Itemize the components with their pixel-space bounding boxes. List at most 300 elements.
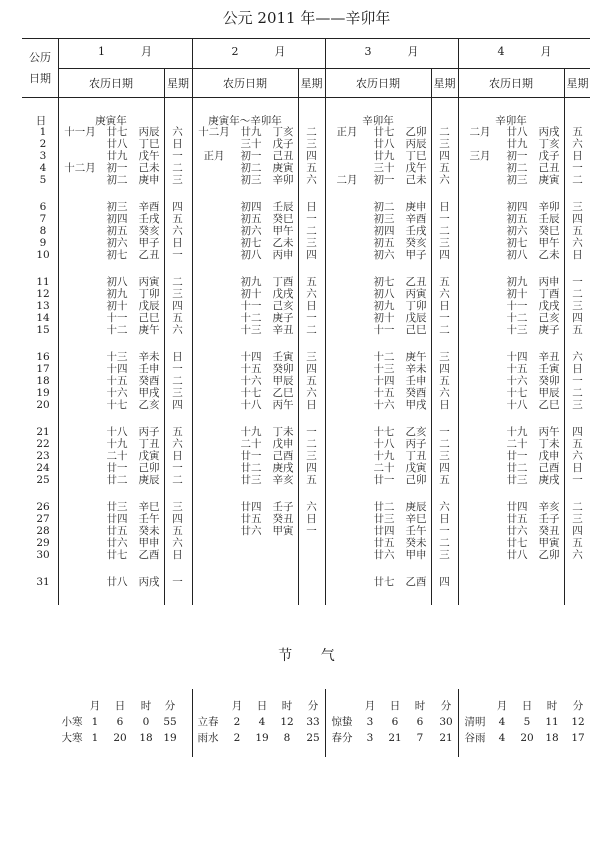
day-number: 31 (36, 576, 50, 588)
lunar-day: 廿四 (240, 501, 262, 513)
lunar-day: 初九 (240, 276, 262, 288)
day-number: 22 (36, 438, 50, 450)
ganzhi-day: 己未 (405, 174, 427, 186)
ganzhi-day: 辛卯 (272, 174, 294, 186)
lunar-date-header: 农历日期 (89, 77, 133, 90)
weekday: 一 (306, 213, 317, 225)
lunar-day: 初三 (240, 174, 262, 186)
lunar-day: 廿八 (373, 138, 395, 150)
ganzhi-day: 壬申 (138, 363, 160, 375)
lunar-day: 十八 (106, 426, 128, 438)
day-number: 6 (39, 201, 47, 213)
weekday-header: 星期 (300, 77, 323, 90)
ganzhi-day: 丙戌 (138, 576, 160, 588)
weekday: 五 (439, 375, 450, 387)
lunar-day: 初六 (106, 237, 128, 249)
lunar-month-name: 正月 (203, 150, 225, 162)
ganzhi-day: 甲午 (538, 237, 560, 249)
lunar-month-name: 十二月 (64, 162, 96, 174)
weekday: 一 (439, 213, 450, 225)
ganzhi-day: 丙子 (405, 438, 427, 450)
ganzhi-day: 戊申 (272, 438, 294, 450)
lunar-day: 初一 (506, 150, 528, 162)
weekday: 五 (572, 438, 583, 450)
header-bottom-rule (22, 97, 590, 98)
ganzhi-day: 乙未 (272, 237, 294, 249)
ganzhi-day: 辛未 (138, 351, 160, 363)
solar-term-value: 17 (571, 732, 585, 744)
ganzhi-day: 庚午 (405, 351, 427, 363)
day-number: 1 (39, 126, 47, 138)
weekday: 日 (306, 399, 317, 411)
lunar-day: 初七 (506, 237, 528, 249)
ganzhi-day: 庚申 (405, 201, 427, 213)
weekday-header: 星期 (167, 77, 189, 90)
lunar-day: 初一 (240, 150, 262, 162)
weekday: 日 (572, 462, 583, 474)
ganzhi-day: 甲辰 (272, 375, 294, 387)
solar-term-name: 谷雨 (464, 732, 486, 744)
weekday: 三 (439, 138, 450, 150)
weekday: 三 (572, 399, 583, 411)
lunar-day: 初五 (240, 213, 262, 225)
ganzhi-day: 丙午 (538, 426, 560, 438)
ganzhi-day: 戊午 (405, 162, 427, 174)
month-unit: 月 (407, 45, 419, 58)
lunar-day: 二十 (506, 438, 528, 450)
ganzhi-day: 甲申 (138, 537, 160, 549)
solar-terms-divider (325, 689, 326, 757)
lunar-day: 初六 (506, 225, 528, 237)
weekday: 六 (439, 174, 450, 186)
weekday: 日 (172, 450, 183, 462)
ganzhi-day: 己未 (138, 162, 160, 174)
lunar-day: 廿七 (373, 126, 395, 138)
day-number: 27 (36, 513, 50, 525)
lunar-day: 十六 (106, 387, 128, 399)
weekday: 日 (572, 150, 583, 162)
weekday: 四 (572, 426, 583, 438)
weekday: 二 (572, 501, 583, 513)
ganzhi-day: 壬寅 (272, 351, 294, 363)
ganzhi-day: 乙酉 (405, 576, 427, 588)
ganzhi-day: 庚寅 (538, 174, 560, 186)
weekday: 五 (172, 525, 183, 537)
weekday: 三 (572, 513, 583, 525)
ganzhi-day: 己巳 (405, 324, 427, 336)
ganzhi-day: 丙寅 (405, 288, 427, 300)
ganzhi-day: 戊寅 (138, 450, 160, 462)
lunar-day: 十一 (240, 300, 262, 312)
lunar-day: 十六 (373, 399, 395, 411)
ganzhi-day: 己酉 (272, 450, 294, 462)
weekday: 六 (572, 138, 583, 150)
weekday: 二 (439, 126, 450, 138)
weekday: 五 (572, 537, 583, 549)
weekday: 三 (439, 351, 450, 363)
lunar-day: 十三 (106, 351, 128, 363)
weekday: 四 (439, 249, 450, 261)
lunar-day: 十五 (373, 387, 395, 399)
weekday: 一 (172, 150, 183, 162)
lunar-day: 十六 (506, 375, 528, 387)
lunar-day: 十八 (373, 438, 395, 450)
ganzhi-day: 庚戌 (538, 474, 560, 486)
lunar-day: 廿五 (373, 537, 395, 549)
ganzhi-day: 癸丑 (538, 525, 560, 537)
ganzhi-day: 丁酉 (538, 288, 560, 300)
lunar-month-name: 正月 (336, 126, 358, 138)
lunar-day: 初六 (373, 249, 395, 261)
ganzhi-day: 壬子 (538, 513, 560, 525)
lunar-day: 初二 (240, 162, 262, 174)
ganzhi-day: 丙寅 (138, 276, 160, 288)
month-header (458, 45, 591, 58)
solar-term-column-header: 分 (164, 700, 176, 712)
lunar-day: 廿二 (373, 501, 395, 513)
ganzhi-day: 戊戌 (272, 288, 294, 300)
ganzhi-day: 己亥 (272, 300, 294, 312)
weekday: 五 (306, 276, 317, 288)
day-number: 14 (36, 312, 50, 324)
solar-term-value: 25 (306, 732, 320, 744)
lunar-day: 十一 (106, 312, 128, 324)
ganzhi-day: 壬辰 (538, 213, 560, 225)
weekday: 五 (306, 474, 317, 486)
lunar-day: 初十 (506, 288, 528, 300)
day-number: 9 (39, 237, 47, 249)
lunar-day: 初四 (240, 201, 262, 213)
solar-term-value: 19 (163, 732, 177, 744)
solar-term-value: 6 (416, 716, 424, 728)
lunar-day: 十四 (240, 351, 262, 363)
weekday: 四 (439, 462, 450, 474)
ganzhi-day: 庚申 (138, 174, 160, 186)
weekday: 六 (572, 351, 583, 363)
weekday: 三 (439, 450, 450, 462)
ganzhi-day: 壬寅 (538, 363, 560, 375)
weekday: 六 (172, 537, 183, 549)
solar-term-column-header: 时 (414, 700, 426, 712)
solar-term-value: 18 (139, 732, 153, 744)
weekday: 日 (306, 201, 317, 213)
lunar-day: 十四 (106, 363, 128, 375)
weekday: 六 (439, 288, 450, 300)
lunar-day: 廿八 (106, 138, 128, 150)
weekday: 二 (572, 387, 583, 399)
ganzhi-day: 乙亥 (405, 426, 427, 438)
ganzhi-day: 乙亥 (138, 399, 160, 411)
month-number: 4 (497, 45, 505, 58)
day-number: 12 (36, 288, 50, 300)
ganzhi-day: 乙卯 (538, 549, 560, 561)
month-unit: 月 (141, 45, 152, 58)
weekday: 一 (172, 462, 183, 474)
gregorian-header-line1: 公历 (29, 51, 51, 64)
weekday: 二 (306, 225, 317, 237)
solar-term-value: 2 (233, 732, 241, 744)
ganzhi-day: 庚子 (272, 312, 294, 324)
ganzhi-day: 己丑 (272, 150, 294, 162)
lunar-day: 十二 (373, 351, 395, 363)
weekday: 一 (306, 525, 317, 537)
solar-term-value: 18 (545, 732, 559, 744)
lunar-day: 三十 (240, 138, 262, 150)
weekday: 二 (439, 438, 450, 450)
page-title: 公元 2011 年——辛卯年 (222, 9, 391, 27)
weekday: 日 (439, 513, 450, 525)
lunar-day: 廿五 (106, 525, 128, 537)
solar-term-value: 4 (498, 716, 506, 728)
weekday: 三 (172, 174, 183, 186)
weekday: 一 (306, 312, 317, 324)
solar-term-value: 5 (523, 716, 531, 728)
weekday: 六 (306, 174, 317, 186)
lunar-day: 廿九 (506, 138, 528, 150)
ganzhi-day: 壬戌 (405, 225, 427, 237)
weekday: 一 (572, 474, 583, 486)
day-number: 3 (39, 150, 47, 162)
weekday: 三 (306, 351, 317, 363)
ganzhi-day: 辛卯 (538, 201, 560, 213)
weekday: 二 (172, 162, 183, 174)
solar-term-column-header: 月 (89, 700, 101, 712)
ganzhi-day: 壬午 (138, 513, 160, 525)
ganzhi-day: 己卯 (405, 474, 427, 486)
ganzhi-day: 甲子 (405, 249, 427, 261)
ganzhi-day: 壬辰 (272, 201, 294, 213)
ganzhi-day: 癸巳 (538, 225, 560, 237)
lunar-day: 廿一 (106, 462, 128, 474)
weekday: 日 (439, 399, 450, 411)
weekday: 五 (172, 312, 183, 324)
lunar-year-label: 辛卯年 (362, 115, 394, 127)
lunar-day: 廿九 (240, 126, 262, 138)
day-number: 16 (36, 351, 50, 363)
solar-term-value: 7 (416, 732, 424, 744)
ganzhi-day: 戊寅 (405, 462, 427, 474)
lunar-day: 廿九 (373, 150, 395, 162)
lunar-day: 廿三 (240, 474, 262, 486)
weekday: 一 (172, 576, 183, 588)
lunar-day: 廿三 (373, 513, 395, 525)
lunar-day: 十四 (373, 375, 395, 387)
weekday: 四 (306, 462, 317, 474)
weekday: 二 (172, 276, 183, 288)
lunar-day: 初五 (373, 237, 395, 249)
ganzhi-day: 癸亥 (405, 237, 427, 249)
lunar-month-name: 二月 (336, 174, 358, 186)
ganzhi-day: 甲午 (272, 225, 294, 237)
weekday: 三 (306, 237, 317, 249)
solar-term-name: 立春 (197, 716, 219, 728)
solar-term-value: 0 (142, 716, 150, 728)
lunar-day: 十一 (373, 324, 395, 336)
lunar-day: 廿六 (373, 549, 395, 561)
lunar-day: 十三 (240, 324, 262, 336)
solar-term-value: 6 (116, 716, 124, 728)
lunar-day: 廿四 (106, 513, 128, 525)
weekday: 五 (572, 126, 583, 138)
lunar-day: 十九 (373, 450, 395, 462)
ganzhi-day: 甲辰 (538, 387, 560, 399)
ganzhi-day: 丙申 (538, 276, 560, 288)
lunar-day: 廿四 (506, 501, 528, 513)
weekday: 五 (439, 474, 450, 486)
lunar-day: 初八 (240, 249, 262, 261)
month-number: 3 (364, 45, 372, 58)
day-number: 30 (36, 549, 50, 561)
solar-term-value: 12 (571, 716, 585, 728)
ganzhi-day: 丁巳 (405, 150, 427, 162)
lunar-day: 廿五 (240, 513, 262, 525)
ganzhi-day: 乙巳 (272, 387, 294, 399)
solar-term-name: 雨水 (197, 732, 219, 744)
lunar-day: 初八 (506, 249, 528, 261)
lunar-day: 初十 (373, 312, 395, 324)
weekday: 三 (306, 450, 317, 462)
ganzhi-day: 丙辰 (138, 126, 160, 138)
lunar-day: 二十 (240, 438, 262, 450)
weekday: 六 (172, 126, 183, 138)
lunar-day: 初三 (373, 213, 395, 225)
day-number: 5 (39, 174, 47, 186)
ganzhi-day: 戊申 (538, 450, 560, 462)
ganzhi-day: 戊辰 (405, 312, 427, 324)
ganzhi-day: 己酉 (538, 462, 560, 474)
weekday: 三 (306, 138, 317, 150)
solar-term-value: 11 (545, 716, 559, 728)
weekday: 二 (439, 225, 450, 237)
lunar-day: 十五 (506, 363, 528, 375)
ganzhi-day: 庚午 (138, 324, 160, 336)
weekday: 五 (306, 375, 317, 387)
ganzhi-day: 癸丑 (272, 513, 294, 525)
lunar-day: 十四 (506, 351, 528, 363)
lunar-day: 十三 (373, 363, 395, 375)
lunar-day: 十一 (506, 300, 528, 312)
solar-term-value: 20 (520, 732, 534, 744)
weekday: 六 (172, 225, 183, 237)
solar-term-column-header: 日 (521, 700, 533, 712)
day-number: 10 (36, 249, 50, 261)
solar-term-column-header: 月 (231, 700, 243, 712)
solar-term-name: 小寒 (61, 716, 83, 728)
lunar-day: 廿二 (506, 462, 528, 474)
solar-term-name: 惊蛰 (331, 716, 353, 728)
ganzhi-day: 乙未 (538, 249, 560, 261)
weekday: 日 (572, 249, 583, 261)
weekday: 三 (172, 501, 183, 513)
lunar-day: 廿八 (506, 549, 528, 561)
weekday: 二 (439, 324, 450, 336)
weekday: 六 (572, 450, 583, 462)
weekday: 四 (306, 150, 317, 162)
ganzhi-day: 丁丑 (405, 450, 427, 462)
weekday: 四 (439, 363, 450, 375)
ganzhi-day: 癸酉 (138, 375, 160, 387)
lunar-day: 初三 (506, 174, 528, 186)
lunar-day: 初一 (106, 162, 128, 174)
solar-term-column-header: 分 (440, 700, 452, 712)
weekday: 一 (172, 249, 183, 261)
lunar-day: 廿一 (506, 450, 528, 462)
day-number: 25 (36, 474, 50, 486)
day-number: 19 (36, 387, 50, 399)
lunar-day: 廿一 (240, 450, 262, 462)
weekday: 日 (172, 237, 183, 249)
table-top-rule (22, 38, 590, 39)
ganzhi-day: 壬申 (405, 375, 427, 387)
day-number: 26 (36, 501, 50, 513)
lunar-day: 十三 (506, 324, 528, 336)
solar-term-value: 8 (283, 732, 291, 744)
lunar-day: 廿四 (373, 525, 395, 537)
lunar-day: 廿八 (106, 576, 128, 588)
day-number: 21 (36, 426, 50, 438)
lunar-day: 初二 (106, 174, 128, 186)
weekday: 二 (439, 537, 450, 549)
day-number: 20 (36, 399, 50, 411)
solar-terms-divider (458, 689, 459, 757)
ganzhi-day: 丙子 (138, 426, 160, 438)
solar-terms-title: 节 气 (278, 648, 335, 664)
solar-term-value: 30 (439, 716, 453, 728)
weekday: 二 (306, 438, 317, 450)
month-number: 2 (231, 45, 239, 58)
weekday: 四 (172, 513, 183, 525)
weekday: 五 (572, 324, 583, 336)
lunar-year-label: 辛卯年 (495, 115, 527, 127)
ganzhi-day: 乙巳 (538, 399, 560, 411)
month-unit: 月 (274, 45, 286, 58)
lunar-day: 十八 (240, 399, 262, 411)
weekday: 一 (439, 426, 450, 438)
day-number: 28 (36, 525, 50, 537)
solar-terms-divider (192, 689, 193, 757)
lunar-day: 初八 (373, 288, 395, 300)
lunar-day: 初十 (106, 300, 128, 312)
ganzhi-day: 己巳 (138, 312, 160, 324)
lunar-day: 廿六 (506, 525, 528, 537)
solar-term-column-header: 日 (256, 700, 268, 712)
month-number: 1 (98, 45, 105, 58)
lunar-day: 初一 (373, 174, 395, 186)
lunar-day: 初七 (373, 276, 395, 288)
lunar-day: 三十 (373, 162, 395, 174)
ganzhi-day: 丁酉 (272, 276, 294, 288)
ganzhi-day: 庚辰 (405, 501, 427, 513)
lunar-year-label: 庚寅年～辛卯年 (208, 115, 282, 127)
weekday: 五 (439, 162, 450, 174)
ganzhi-day: 甲寅 (538, 537, 560, 549)
ganzhi-day: 癸亥 (138, 225, 160, 237)
solar-term-column-header: 时 (546, 700, 558, 712)
solar-term-name: 清明 (464, 716, 486, 728)
solar-term-value: 3 (366, 716, 374, 728)
ganzhi-day: 戊子 (272, 138, 294, 150)
ganzhi-day: 戊子 (538, 150, 560, 162)
weekday: 四 (572, 213, 583, 225)
ganzhi-day: 癸酉 (405, 387, 427, 399)
lunar-day: 十五 (240, 363, 262, 375)
lunar-day: 初四 (373, 225, 395, 237)
weekday: 三 (172, 387, 183, 399)
weekday: 二 (572, 288, 583, 300)
ganzhi-day: 丙申 (272, 249, 294, 261)
ganzhi-day: 辛丑 (272, 324, 294, 336)
weekday: 日 (172, 549, 183, 561)
